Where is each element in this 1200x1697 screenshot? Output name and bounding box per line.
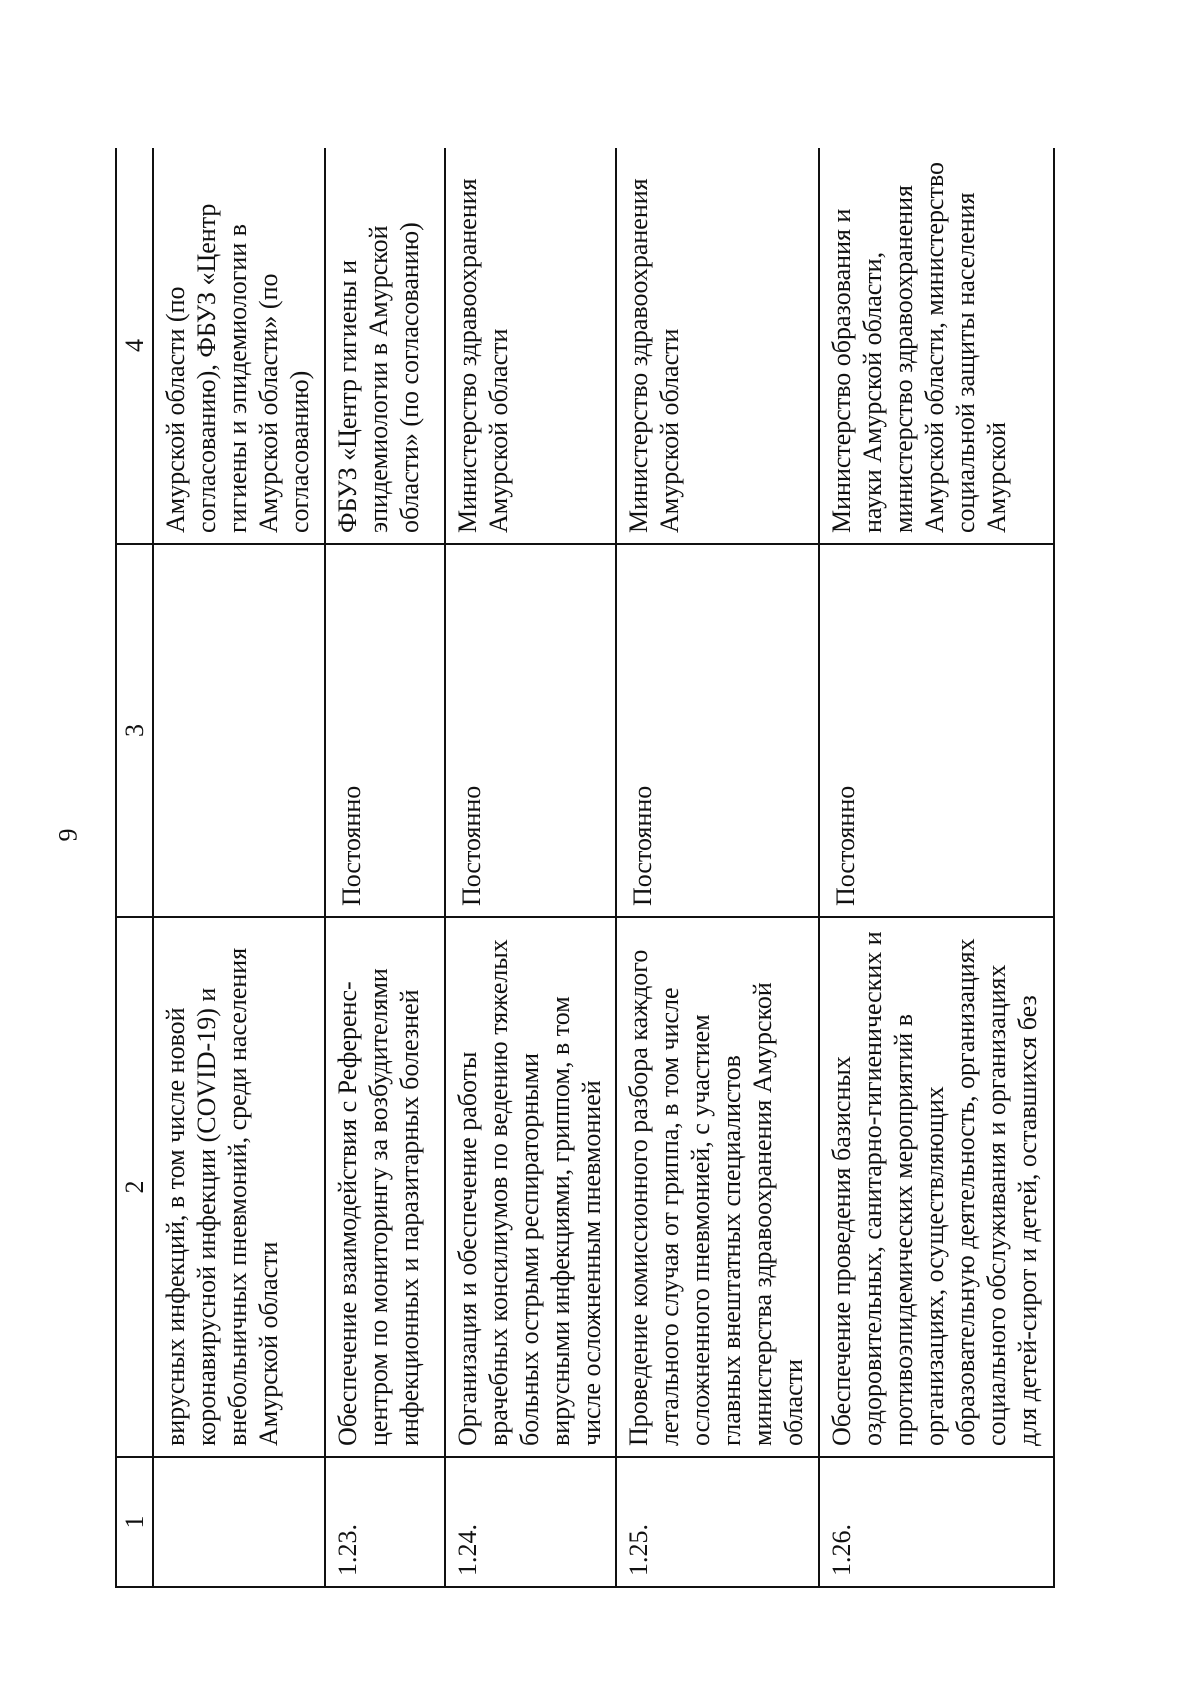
term-cell: Постоянно [445,544,617,917]
measures-table-container [115,148,1055,1588]
row-number-cell [153,1457,325,1587]
row-number-cell: 1.26. [819,1457,1054,1587]
row-number-cell: 1.23. [325,1457,445,1587]
event-cell: Обеспечение взаимодействия с Референс-центром по мониторингу за возбудителями инфекционных и паразитарных болезней [325,917,445,1457]
rotated-table-layer [115,148,1055,1588]
table-row [325,148,445,1587]
event-cell: Организация и обеспечение работы врачебных консилиумов по ведению тяжелых больных острыми респираторными вирусными инфекциями, гриппом, в том числе осложненным пневмонией [445,917,617,1457]
measures-table [115,148,1055,1588]
header-col-term: 3 [116,544,153,917]
page-number: 9 [53,828,83,842]
executor-cell: Министерство здравоохранения Амурской области [445,148,617,544]
executor-cell: Министерство образования и науки Амурской области, министерство здравоохранения Амурской области, министерство социальной защиты населения Амурской [819,148,1054,544]
event-cell: Проведение комиссионного разбора каждого летального случая от гриппа, в том числе осложненного пневмонией, с участием главных внештатных специалистов министерства здравоохранения Амурской области [616,917,819,1457]
header-col-event: 2 [116,917,153,1457]
term-cell: Постоянно [616,544,819,917]
event-cell: вирусных инфекций, в том числе новой коронавирусной инфекции (COVID-19) и внебольничных пневмоний, среди населения Амурской области [153,917,325,1457]
term-cell [153,544,325,917]
table-row [616,148,819,1587]
table-row [153,148,325,1587]
executor-cell: Амурской области (по согласованию), ФБУЗ «Центр гигиены и эпидемиологии в Амурской области» (по согласованию) [153,148,325,544]
executor-cell: Министерство здравоохранения Амурской области [616,148,819,544]
event-cell: Обеспечение проведения базисных оздоровительных, санитарно-гигиенических и противоэпидемических мероприятий в организациях, осуществляющих образовательную деятельность, организациях социального обслуживания и организациях для детей-сирот и детей, оставшихся без [819,917,1054,1457]
header-col-number: 1 [116,1457,153,1587]
row-number-cell: 1.24. [445,1457,617,1587]
table-header-row [116,148,153,1587]
row-number-cell: 1.25. [616,1457,819,1587]
table-row [445,148,617,1587]
header-col-executor: 4 [116,148,153,544]
executor-cell: ФБУЗ «Центр гигиены и эпидемиологии в Амурской области» (по согласованию) [325,148,445,544]
term-cell: Постоянно [819,544,1054,917]
term-cell: Постоянно [325,544,445,917]
table-row [819,148,1054,1587]
